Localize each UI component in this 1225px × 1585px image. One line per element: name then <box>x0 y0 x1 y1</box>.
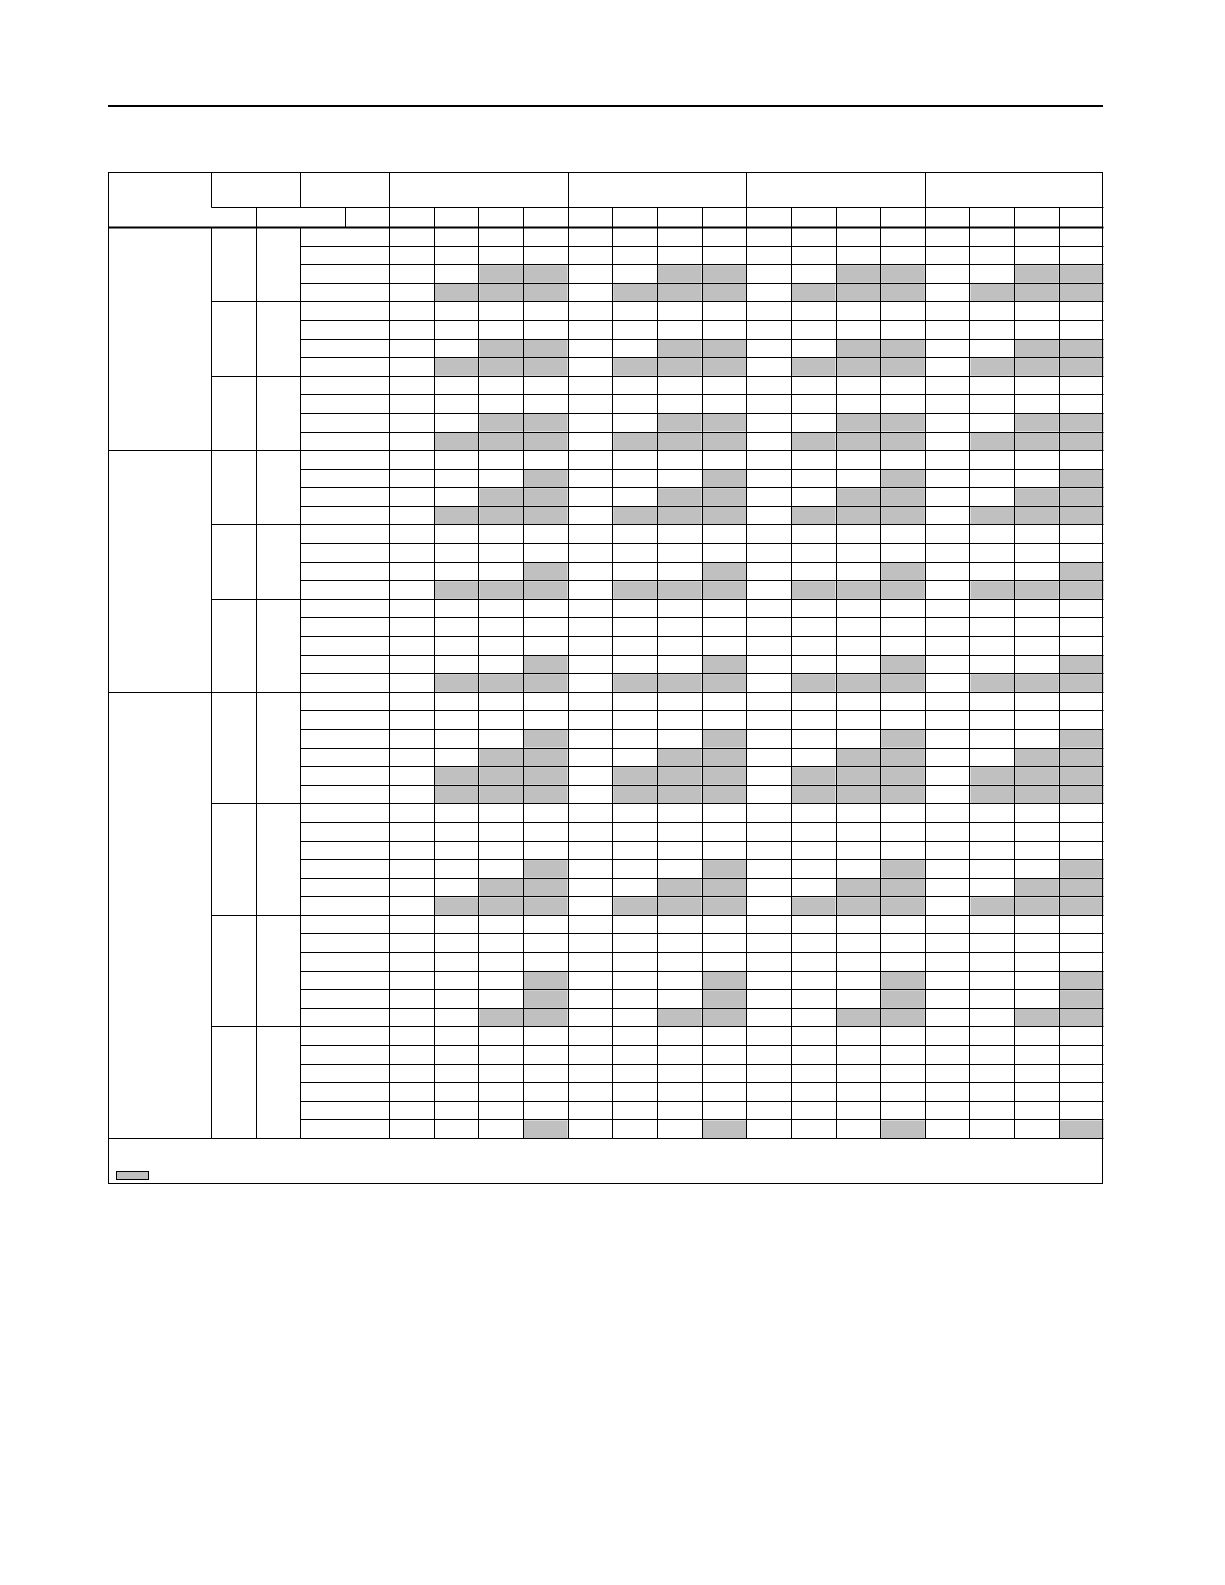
shaded-cell <box>837 284 881 302</box>
shaded-cell <box>703 730 747 748</box>
shaded-cell <box>1060 358 1104 376</box>
shaded-cell <box>479 433 523 451</box>
shaded-cell <box>524 1120 568 1138</box>
shaded-cell <box>658 284 702 302</box>
shaded-cell <box>613 507 657 525</box>
shaded-cell <box>658 786 702 804</box>
shaded-cell <box>837 488 881 506</box>
shaded-cell <box>479 488 523 506</box>
shaded-cell <box>837 674 881 692</box>
shaded-cell <box>792 507 836 525</box>
shaded-cell <box>524 470 568 488</box>
shaded-cell <box>970 897 1014 915</box>
shaded-cell <box>479 581 523 599</box>
shaded-cell <box>479 414 523 432</box>
shaded-cell <box>703 1120 747 1138</box>
shaded-cell <box>703 433 747 451</box>
shaded-cell <box>1060 1120 1104 1138</box>
shaded-cell <box>970 786 1014 804</box>
shaded-cell <box>970 284 1014 302</box>
header-rule <box>108 105 1103 107</box>
shaded-cell <box>703 990 747 1008</box>
shaded-cell <box>792 358 836 376</box>
shaded-cell <box>1060 674 1104 692</box>
shaded-cell <box>881 265 925 283</box>
shaded-cell <box>792 433 836 451</box>
shaded-cell <box>881 730 925 748</box>
shaded-cell <box>658 414 702 432</box>
shaded-cell <box>881 507 925 525</box>
shaded-cell <box>1060 507 1104 525</box>
shaded-cell <box>524 897 568 915</box>
shaded-cell <box>881 897 925 915</box>
shaded-cell <box>703 563 747 581</box>
shaded-cell <box>881 340 925 358</box>
shaded-cell <box>479 340 523 358</box>
shaded-cell <box>524 879 568 897</box>
shaded-cell <box>1015 581 1059 599</box>
shaded-cell <box>435 674 479 692</box>
shaded-cell <box>703 507 747 525</box>
shaded-cell <box>479 358 523 376</box>
shaded-cell <box>792 284 836 302</box>
shaded-cell <box>1015 358 1059 376</box>
shaded-cell <box>881 581 925 599</box>
shaded-grid-table <box>108 172 1104 1185</box>
shaded-cell <box>435 433 479 451</box>
shaded-cell <box>837 414 881 432</box>
shaded-cell <box>837 433 881 451</box>
shaded-cell <box>479 749 523 767</box>
shaded-cell <box>837 1009 881 1027</box>
shaded-cell <box>881 563 925 581</box>
shaded-cell <box>703 284 747 302</box>
shaded-cell <box>1060 265 1104 283</box>
shaded-cell <box>1060 749 1104 767</box>
shaded-cell <box>1060 972 1104 990</box>
legend-swatch <box>117 1172 149 1180</box>
shaded-cell <box>1015 284 1059 302</box>
shaded-cell <box>524 488 568 506</box>
shaded-cell <box>524 767 568 785</box>
shaded-cell <box>1060 897 1104 915</box>
shaded-cell <box>479 507 523 525</box>
shaded-cell <box>479 1009 523 1027</box>
shaded-cell <box>1060 879 1104 897</box>
shaded-cell <box>881 1120 925 1138</box>
shaded-cell <box>1015 433 1059 451</box>
shaded-cell <box>881 488 925 506</box>
shaded-cell <box>703 674 747 692</box>
shaded-cell <box>613 433 657 451</box>
shaded-cell <box>881 767 925 785</box>
shaded-cell <box>1060 340 1104 358</box>
shaded-cell <box>435 507 479 525</box>
shaded-cell <box>1015 897 1059 915</box>
shaded-cell <box>970 581 1014 599</box>
shaded-cell <box>703 860 747 878</box>
shaded-cell <box>1060 786 1104 804</box>
shaded-cell <box>703 470 747 488</box>
shaded-cell <box>658 433 702 451</box>
shaded-cell <box>1060 414 1104 432</box>
shaded-cell <box>524 563 568 581</box>
shaded-cell <box>703 488 747 506</box>
shaded-cell <box>658 340 702 358</box>
shaded-cell <box>524 674 568 692</box>
shaded-cell <box>703 749 747 767</box>
shaded-cell <box>479 786 523 804</box>
shaded-cell <box>703 358 747 376</box>
shaded-cell <box>524 730 568 748</box>
shaded-cell <box>1015 749 1059 767</box>
shaded-cell <box>1015 414 1059 432</box>
shaded-cell <box>837 507 881 525</box>
shaded-cell <box>435 581 479 599</box>
shaded-cell <box>658 674 702 692</box>
shaded-cell <box>479 767 523 785</box>
shaded-cell <box>1015 674 1059 692</box>
shaded-cell <box>703 414 747 432</box>
shaded-cell <box>703 897 747 915</box>
shaded-cell <box>613 358 657 376</box>
shaded-cell <box>837 358 881 376</box>
shaded-cell <box>479 897 523 915</box>
shaded-cell <box>703 656 747 674</box>
shaded-cell <box>435 767 479 785</box>
shaded-cell <box>703 340 747 358</box>
shaded-cell <box>1060 488 1104 506</box>
shaded-cell <box>1060 730 1104 748</box>
shaded-cell <box>881 674 925 692</box>
shaded-cell <box>881 879 925 897</box>
shaded-cell <box>837 581 881 599</box>
shaded-cell <box>658 767 702 785</box>
shaded-cell <box>881 414 925 432</box>
shaded-cell <box>524 581 568 599</box>
shaded-cell <box>1015 507 1059 525</box>
shaded-cell <box>970 767 1014 785</box>
shaded-cell <box>524 786 568 804</box>
shaded-cell <box>1060 767 1104 785</box>
shaded-cell <box>837 340 881 358</box>
shaded-cell <box>970 433 1014 451</box>
shaded-cell <box>613 674 657 692</box>
shaded-cell <box>881 860 925 878</box>
shaded-cell <box>703 879 747 897</box>
shaded-cell <box>613 581 657 599</box>
shaded-cell <box>479 674 523 692</box>
shaded-cell <box>1060 1009 1104 1027</box>
shaded-cell <box>1015 879 1059 897</box>
shaded-cell <box>435 284 479 302</box>
shaded-cell <box>1015 786 1059 804</box>
shaded-cell <box>792 897 836 915</box>
shaded-cell <box>881 990 925 1008</box>
shaded-cell <box>1060 470 1104 488</box>
shaded-cell <box>658 1009 702 1027</box>
shaded-cell <box>881 470 925 488</box>
shaded-cell <box>524 507 568 525</box>
shaded-cell <box>703 265 747 283</box>
shaded-cell <box>435 786 479 804</box>
shaded-cell <box>881 786 925 804</box>
shaded-cell <box>658 358 702 376</box>
shaded-cell <box>524 265 568 283</box>
shaded-cell <box>837 749 881 767</box>
shaded-cell <box>658 749 702 767</box>
shaded-cell <box>881 972 925 990</box>
grid-svg <box>108 172 1104 1185</box>
shaded-cell <box>524 433 568 451</box>
shaded-cell <box>613 284 657 302</box>
shaded-cell <box>1060 656 1104 674</box>
shaded-cell <box>703 581 747 599</box>
shaded-cell <box>658 879 702 897</box>
shaded-cell <box>881 749 925 767</box>
shaded-cell <box>1015 340 1059 358</box>
shaded-cell <box>792 581 836 599</box>
shaded-cell <box>524 860 568 878</box>
shaded-cell <box>792 786 836 804</box>
shaded-cell <box>524 972 568 990</box>
shaded-cell <box>881 433 925 451</box>
shaded-cell <box>703 767 747 785</box>
shaded-cell <box>524 358 568 376</box>
shaded-cell <box>1015 265 1059 283</box>
shaded-cell <box>524 414 568 432</box>
shaded-cell <box>1060 433 1104 451</box>
shaded-cell <box>837 897 881 915</box>
shaded-cell <box>524 340 568 358</box>
shaded-cell <box>703 972 747 990</box>
shaded-cell <box>435 897 479 915</box>
shaded-cell <box>970 507 1014 525</box>
shaded-cell <box>479 879 523 897</box>
shaded-cell <box>435 358 479 376</box>
shaded-cell <box>524 990 568 1008</box>
shaded-cell <box>970 358 1014 376</box>
shaded-cell <box>479 284 523 302</box>
shaded-cell <box>837 265 881 283</box>
shaded-cell <box>837 786 881 804</box>
shaded-cell <box>703 1009 747 1027</box>
shaded-cell <box>1060 860 1104 878</box>
table-border <box>109 173 1103 1184</box>
shaded-cell <box>479 265 523 283</box>
shaded-cell <box>792 674 836 692</box>
shaded-cell <box>1060 990 1104 1008</box>
shaded-cell <box>658 507 702 525</box>
shaded-cell <box>613 767 657 785</box>
shaded-cell <box>524 656 568 674</box>
shaded-cell <box>881 358 925 376</box>
shaded-cell <box>613 786 657 804</box>
shaded-cell <box>524 284 568 302</box>
shaded-cell <box>703 786 747 804</box>
shaded-cell <box>837 879 881 897</box>
shaded-cell <box>1015 488 1059 506</box>
shaded-cell <box>658 265 702 283</box>
shaded-cell <box>613 897 657 915</box>
shaded-cell <box>658 581 702 599</box>
shaded-cell <box>881 284 925 302</box>
shaded-cell <box>1060 563 1104 581</box>
shaded-cell <box>1015 767 1059 785</box>
shaded-cell <box>881 656 925 674</box>
shaded-cell <box>1060 284 1104 302</box>
shaded-cell <box>837 767 881 785</box>
shaded-cell <box>1060 581 1104 599</box>
shaded-cell <box>792 767 836 785</box>
shaded-cell <box>524 1009 568 1027</box>
shaded-cell <box>881 1009 925 1027</box>
shaded-cell <box>524 749 568 767</box>
shaded-cell <box>658 488 702 506</box>
shaded-cell <box>658 897 702 915</box>
shaded-cell <box>1015 1009 1059 1027</box>
shaded-cell <box>970 674 1014 692</box>
